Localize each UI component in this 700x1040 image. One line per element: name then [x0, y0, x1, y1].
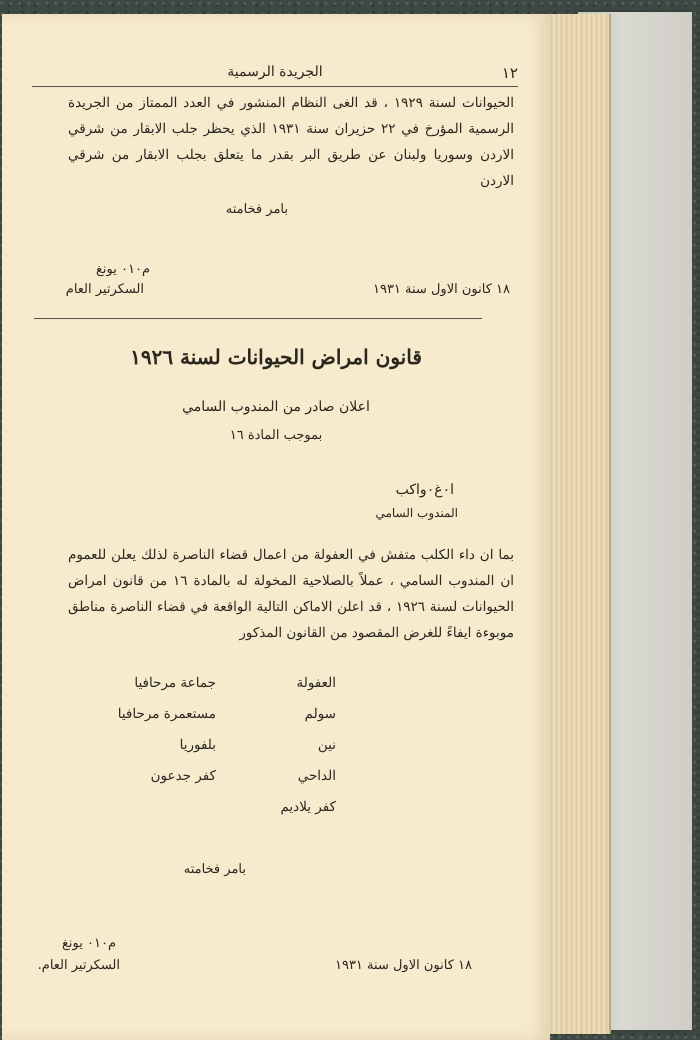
- header-rule: [32, 86, 518, 87]
- running-head: [32, 64, 518, 84]
- law-body: بما ان داء الكلب متفش في العفولة من اعمال قضاء الناصرة لذلك يعلن للعموم ان المندوب السامي ، عملاً بالصلاحية المخولة له بالمادة ١٦ من قانون امراض الحيوانات لسنة ١٩٢٦ ، قد اعلن الاماكن التالية الواقعة في قضاء الناصرة مناطق موبوءة ايفاءً للغرض المقصود من القانون المذكور: [68, 547, 514, 641]
- place-item: بلفوريا: [179, 737, 216, 753]
- page-number: ١٢: [501, 64, 518, 82]
- notice-one-date: ١٨ كانون الاول سنة ١٩٣١: [372, 282, 510, 297]
- journal-name: الجريدة الرسمية: [227, 64, 323, 80]
- law-title: قانون امراض الحيوانات لسنة ١٩٢٦: [130, 345, 422, 369]
- law-subtitle: اعلان صادر من المندوب السامي: [182, 399, 370, 415]
- notice-one-signatory-title: السكرتير العام: [65, 282, 144, 297]
- place-item: العفولة: [296, 675, 336, 691]
- notice-one-text: الحيوانات لسنة ١٩٢٩ ، قد الغى النظام المنشور في العدد الممتاز من الجريدة الرسمية المؤرخ في ٢٢ حزيران سنة ١٩٣١ الذي يحظر جلب الابقار من شرقي الاردن وسوريا ولبنان عن طريق البر بقدر ما يتعلق بجلب الابقار من شرقي الاردن: [68, 95, 514, 189]
- gazette-page: [2, 14, 550, 1040]
- notice-one-by-order: بامر فخامته: [225, 202, 288, 217]
- section-divider: [34, 318, 482, 319]
- law-signatory-title: السكرتير العام.: [37, 958, 120, 973]
- notice-one-signatory: م٠١٠ يونغ: [95, 262, 150, 277]
- place-item: كفر جدعون: [150, 768, 216, 784]
- law-issuer: ا٠غ٠واكب: [395, 482, 454, 498]
- page-edges: [543, 14, 611, 1034]
- law-signatory: م٠١٠ يونغ: [61, 936, 116, 951]
- places-list-right: [216, 668, 336, 823]
- place-item: الداحي: [297, 768, 336, 784]
- places-list-left: [76, 668, 216, 792]
- place-item: سولم: [304, 706, 336, 722]
- place-item: مستعمرة مرحافيا: [117, 706, 216, 722]
- law-article-ref: بموجب المادة ١٦: [229, 428, 323, 443]
- place-item: نين: [317, 737, 336, 753]
- place-item: جماعة مرحافيا: [134, 675, 216, 691]
- law-by-order: بامر فخامته: [183, 862, 246, 877]
- place-item: كفر يلاديم: [280, 799, 336, 815]
- law-issuer-title: المندوب السامي: [375, 506, 458, 520]
- law-date: ١٨ كانون الاول سنة ١٩٣١: [334, 958, 472, 973]
